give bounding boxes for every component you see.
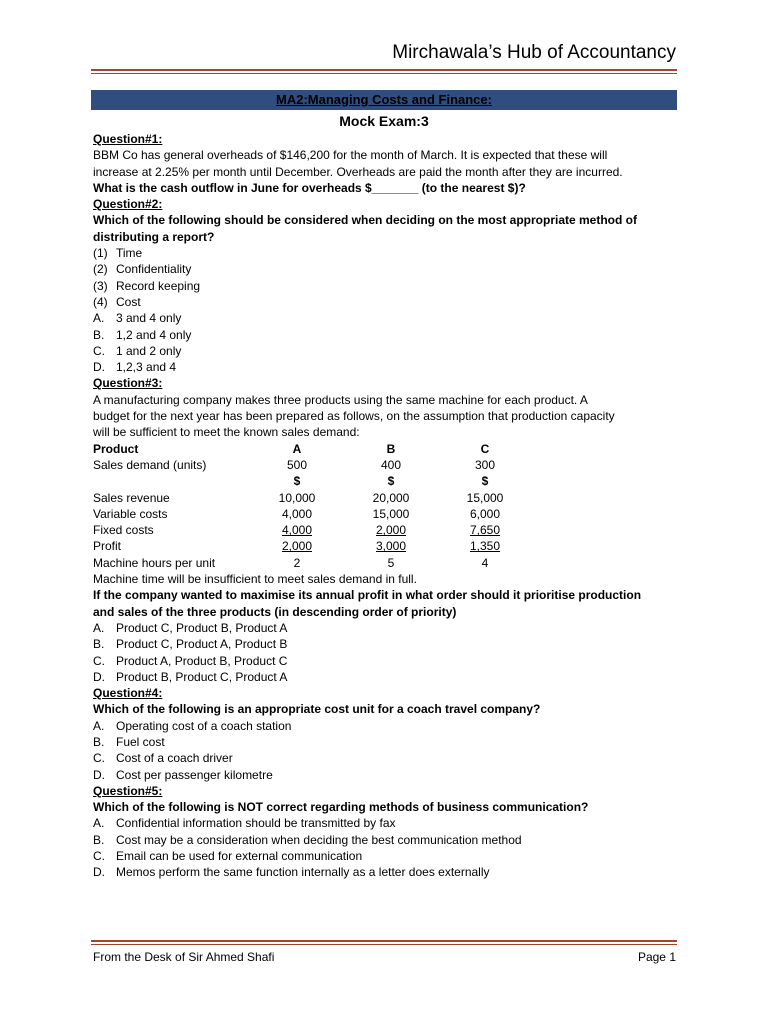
question-3-text: budget for the next year has been prepared as follows, on the assumption that production capacity xyxy=(93,409,615,424)
answer-option: B. Product C, Product A, Product B xyxy=(93,637,288,652)
answer-option: D. Memos perform the same function internally as a letter does externally xyxy=(93,865,490,880)
answer-option: C. Cost of a coach driver xyxy=(93,751,233,766)
question-1-text: increase at 2.25% per month until December. Overheads are paid the month after they are incurred. xyxy=(93,164,623,179)
footer-divider-thin xyxy=(91,944,677,945)
exam-title-banner xyxy=(91,90,677,110)
question-4-prompt: Which of the following is an appropriate cost unit for a coach travel company? xyxy=(93,702,541,717)
answer-option: B. Cost may be a consideration when deciding the best communication method xyxy=(93,832,522,847)
header-divider-thin xyxy=(91,73,677,74)
table-row: Variable costs 4,000 15,000 6,000 xyxy=(93,506,501,521)
answer-option: C. Product A, Product B, Product C xyxy=(93,653,288,668)
page-number: Page 1 xyxy=(637,950,676,964)
answer-option: A. Product C, Product B, Product A xyxy=(93,620,288,635)
factor-item: (3) Record keeping xyxy=(93,278,201,293)
page-header-title: Mirchawala’s Hub of Accountancy xyxy=(392,42,676,63)
question-5-label: Question#5: xyxy=(93,783,163,798)
table-row: Machine hours per unit 2 5 4 xyxy=(93,555,489,570)
question-3-prompt: and sales of the three products (in descending order of priority) xyxy=(93,604,457,619)
question-3-note: Machine time will be insufficient to meet sales demand in full. xyxy=(93,572,417,587)
factor-item: (1) Time xyxy=(93,246,143,261)
table-row: Profit 2,000 3,000 1,350 xyxy=(93,539,501,554)
table-header-row: Product A B C xyxy=(93,441,490,456)
header-divider xyxy=(91,69,677,71)
question-3-text: will be sufficient to meet the known sales demand: xyxy=(93,425,360,440)
factor-item: (4) Cost xyxy=(93,294,141,309)
question-2-label: Question#2: xyxy=(93,197,163,212)
footer-author: From the Desk of Sir Ahmed Shafi xyxy=(93,950,275,964)
answer-option: C. Email can be used for external communication xyxy=(93,849,363,864)
question-1-prompt: What is the cash outflow in June for overheads $_______ (to the nearest $)? xyxy=(93,180,526,195)
question-3-prompt: If the company wanted to maximise its annual profit in what order should it prioritise production xyxy=(93,588,642,603)
exam-title: MA2:Managing Costs and Finance: xyxy=(276,92,492,107)
question-1-label: Question#1: xyxy=(93,132,163,146)
answer-option: D. 1,2,3 and 4 xyxy=(93,360,177,375)
table-row: Sales demand (units) 500 400 300 xyxy=(93,457,496,472)
question-3-text: A manufacturing company makes three products using the same machine for each product. A xyxy=(93,392,588,407)
table-row: $ $ $ xyxy=(293,474,489,489)
answer-option: B. 1,2 and 4 only xyxy=(93,327,192,342)
question-2-prompt: Which of the following should be considered when deciding on the most appropriate method of xyxy=(93,213,638,228)
answer-option: A. Confidential information should be transmitted by fax xyxy=(93,816,396,831)
exam-content xyxy=(93,131,693,881)
answer-option: A. 3 and 4 only xyxy=(93,311,182,326)
mock-exam-subtitle: Mock Exam:3 xyxy=(339,113,429,129)
answer-option: B. Fuel cost xyxy=(93,734,165,749)
answer-option: C. 1 and 2 only xyxy=(93,343,182,358)
answer-option: A. Operating cost of a coach station xyxy=(93,718,292,733)
table-row: Sales revenue 10,000 20,000 15,000 xyxy=(93,490,504,505)
table-row: Fixed costs 4,000 2,000 7,650 xyxy=(93,523,501,538)
answer-option: D. Cost per passenger kilometre xyxy=(93,767,273,782)
question-5-prompt: Which of the following is NOT correct regarding methods of business communication? xyxy=(93,800,589,815)
factor-item: (2) Confidentiality xyxy=(93,262,192,277)
question-3-label: Question#3: xyxy=(93,376,163,391)
question-4-label: Question#4: xyxy=(93,686,163,701)
answer-option: D. Product B, Product C, Product A xyxy=(93,669,288,684)
question-1-text: BBM Co has general overheads of $146,200 for the month of March. It is expected that these will xyxy=(93,148,608,163)
footer-divider xyxy=(91,940,677,942)
question-2-prompt: distributing a report? xyxy=(93,229,215,244)
